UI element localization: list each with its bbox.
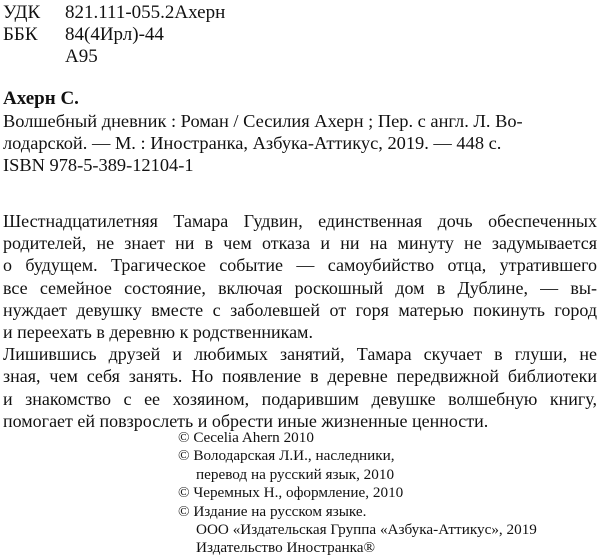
copyright-block [178, 428, 537, 557]
bbk-label: ББК [3, 24, 38, 45]
copyright-line: © Володарская Л.И., наследники, [178, 447, 395, 465]
udk-row [3, 2, 225, 24]
bbk-value: 84(4Ирл)-44 [65, 24, 164, 45]
annotation-line: все семейное состояние, включая роскошный дом в Дублине, — вы- [3, 277, 597, 298]
author-heading: Ахерн С. [3, 88, 79, 109]
biblio-line: Волшебный дневник : Роман / Сесилия Ахерн ; Пер. с англ. Л. Во- [3, 111, 523, 131]
copyright-line: © Черемных Н., оформление, 2010 [178, 484, 404, 502]
annotation-line: Лишившись друзей и любимых занятий, Тамара скучает в глуши, не [3, 344, 597, 365]
annotation-line: и знакомство с ее хозяином, подарившим девушке волшебную книгу, [3, 388, 597, 409]
annotation [3, 210, 597, 432]
copyright-line: © Cecelia Ahern 2010 [178, 429, 314, 446]
copyright-line: © Издание на русском языке. [178, 502, 367, 520]
biblio-line: лодарской. — М. : Иностранка, Азбука-Аттикус, 2019. — 448 с. [3, 133, 502, 153]
isbn: ISBN 978-5-389-12104-1 [3, 155, 194, 175]
udk-value: 821.111-055.2Ахерн [65, 2, 226, 23]
bbk-row [3, 24, 164, 46]
annotation-line: помогает ей повзрослеть и обрести иные жизненные ценности. [3, 410, 489, 431]
publisher-line: ООО «Издательская Группа «Азбука-Аттикус», 2019 [196, 520, 537, 538]
publisher-line: Издательство Иностранка® [196, 539, 376, 557]
annotation-line: о будущем. Трагическое событие — самоубийство отца, утратившего [3, 255, 597, 276]
author-mark: А95 [65, 46, 98, 67]
annotation-line: Шестнадцатилетняя Тамара Гудвин, единственная дочь обеспеченных [3, 211, 597, 231]
annotation-line: нуждает девушку вместе с заболевшей от горя матерью покинуть город [3, 299, 597, 320]
annotation-line: зная, чем себя занять. Но появление в деревне передвижной библиотеки [3, 366, 597, 387]
annotation-line: и переехать в деревню к родственникам. [3, 321, 313, 342]
udk-label: УДК [3, 2, 41, 23]
copyright-line: перевод на русский язык, 2010 [196, 465, 395, 483]
bibliographic-description [3, 110, 597, 176]
annotation-line: родителей, не знает ни в чем отказа и ни на минуту не задумывается [3, 233, 597, 254]
